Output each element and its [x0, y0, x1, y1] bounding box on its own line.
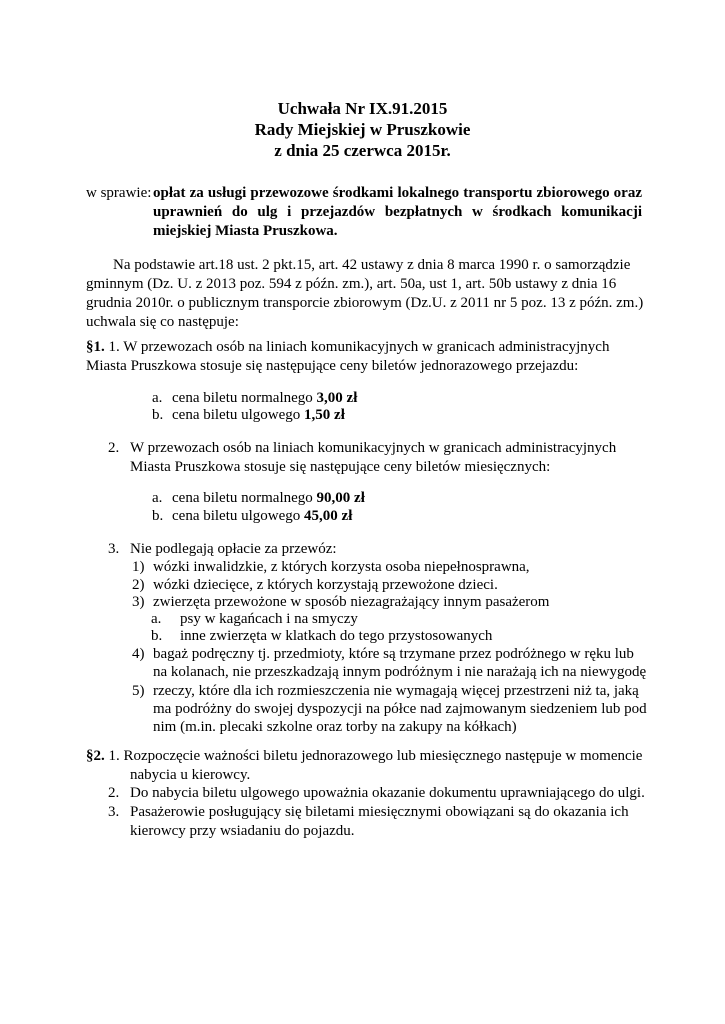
subject-line-3: miejskiej Miasta Pruszkowa.	[153, 223, 338, 239]
council-name: Rady Miejskiej w Pruszkowie	[254, 120, 471, 139]
section-2-paragraph-1-line-2: nabycia u kierowcy.	[130, 767, 251, 783]
section-2-paragraph-1: §2. 1. Rozpoczęcie ważności biletu jednorazowego lub miesięcznego następuje w momencie	[86, 748, 643, 764]
section-1-paragraph-1-line-2: Miasta Pruszkowa stosuje się następujące ceny biletów jednorazowego przejazdu:	[86, 358, 579, 374]
preamble-line-4: uchwala się co następuje:	[86, 314, 239, 330]
section-1-paragraph-2: W przewozach osób na liniach komunikacyjnych w granicach administracyjnych	[130, 440, 617, 456]
section-2-paragraph-2: Do nabycia biletu ulgowego upoważnia okazanie dokumentu uprawniającego do ulgi.	[130, 785, 645, 801]
exempt-item-5: rzeczy, które dla ich rozmieszczenia nie wymagają więcej przestrzeni niż ta, jaką	[153, 683, 639, 699]
section-1-paragraph-3: Nie podlegają opłacie za przewóz:	[130, 541, 337, 557]
resolution-title: Uchwała Nr IX.91.2015	[277, 99, 448, 118]
animal-item-dogs: psy w kagańcach i na smyczy	[180, 611, 358, 627]
list-marker: a.	[152, 490, 163, 506]
monthly-ticket-normal-price: cena biletu normalnego 90,00 zł	[172, 490, 365, 506]
preamble-line-1: Na podstawie art.18 ust. 2 pkt.15, art. 42 ustawy z dnia 8 marca 1990 r. o samorządzie	[113, 257, 631, 273]
section-1-paragraph-2-line-2: Miasta Pruszkowa stosuje się następujące ceny biletów miesięcznych:	[130, 459, 551, 475]
list-item-number: 2)	[132, 577, 145, 593]
preamble-line-3: grudnia 2010r. o publicznym transporcie zbiorowym (Dz.U. z 2011 nr 5 poz. 13 z późn. zm.)	[86, 295, 644, 311]
list-item-number: 5)	[132, 683, 145, 699]
section-1-sign: §1.	[86, 339, 105, 355]
exempt-item-5-line-3: nim (m.in. plecaki szkolne oraz torby na zakupy na kółkach)	[153, 719, 517, 735]
subject-label: w sprawie:	[86, 185, 152, 201]
single-ticket-reduced-price: cena biletu ulgowego 1,50 zł	[172, 407, 345, 423]
list-item-number: 1)	[132, 559, 145, 575]
list-marker: a.	[152, 390, 163, 406]
subject-line-1: opłat za usługi przewozowe środkami lokalnego transportu zbiorowego oraz	[153, 185, 642, 201]
resolution-date: z dnia 25 czerwca 2015r.	[274, 141, 451, 160]
list-item-number: 3)	[132, 594, 145, 610]
monthly-ticket-reduced-price: cena biletu ulgowego 45,00 zł	[172, 508, 353, 524]
paragraph-number: 2.	[108, 440, 120, 456]
exempt-item-5-line-2: ma podróżny do swojej dyspozycji na półce nad zajmowanym siedzeniem lub pod	[153, 701, 647, 717]
exempt-item-4: bagaż podręczny tj. przedmioty, które są trzymane przez podróżnego w ręku lub	[153, 646, 634, 662]
exempt-item-1: wózki inwalidzkie, z których korzysta osoba niepełnosprawna,	[153, 559, 530, 575]
paragraph-number: 2.	[108, 785, 120, 801]
exempt-item-3: zwierzęta przewożone w sposób niezagrażający innym pasażerom	[153, 594, 550, 610]
section-1-paragraph-1: §1. 1. W przewozach osób na liniach komunikacyjnych w granicach administracyjnych	[86, 339, 610, 355]
list-marker: a.	[151, 611, 162, 627]
paragraph-number: 3.	[108, 804, 120, 820]
list-marker: b.	[152, 508, 164, 524]
paragraph-number: 3.	[108, 541, 120, 557]
list-item-number: 4)	[132, 646, 145, 662]
preamble-line-2: gminnym (Dz. U. z 2013 poz. 594 z późn. zm.), art. 50a, ust 1, art. 50b ustawy z dnia 16	[86, 276, 617, 292]
section-2-sign: §2.	[86, 748, 105, 764]
exempt-item-2: wózki dziecięce, z których korzystają przewożone dzieci.	[153, 577, 498, 593]
exempt-item-4-line-2: na kolanach, nie przeszkadzają innym podróżnym i nie narażają ich na niewygodę	[153, 664, 647, 680]
subject-line-2: uprawnień do ulg i przejazdów bezpłatnych w środkach komunikacji	[153, 204, 642, 220]
list-marker: b.	[152, 407, 164, 423]
list-marker: b.	[151, 628, 163, 644]
animal-item-caged: inne zwierzęta w klatkach do tego przystosowanych	[180, 628, 493, 644]
section-2-paragraph-3: Pasażerowie posługujący się biletami miesięcznymi obowiązani są do okazania ich	[130, 804, 629, 820]
single-ticket-normal-price: cena biletu normalnego 3,00 zł	[172, 390, 358, 406]
section-2-paragraph-3-line-2: kierowcy przy wsiadaniu do pojazdu.	[130, 823, 355, 839]
